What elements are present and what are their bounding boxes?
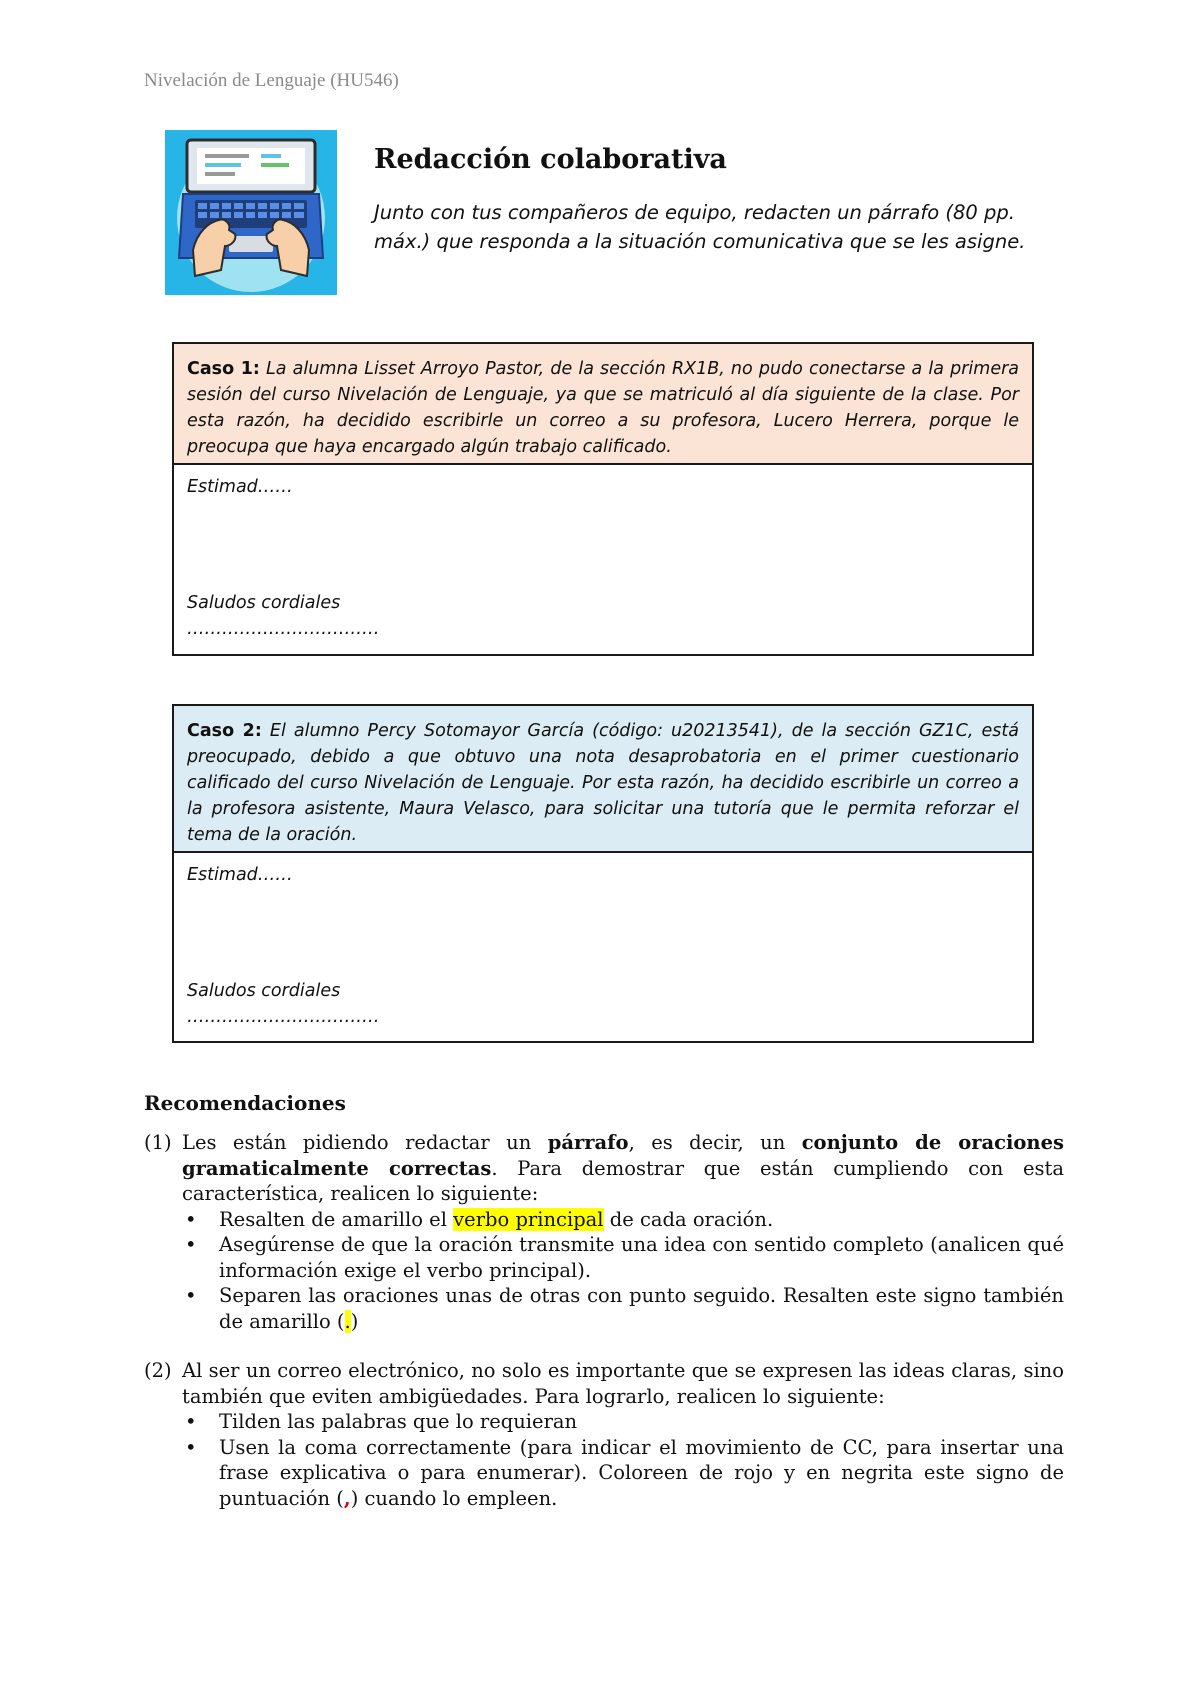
case-1-text: La alumna Lisset Arroyo Pastor, de la sección RX1B, no pudo conectarse a la primera sesión del curso Nivelación de Lenguaje, ya que se matriculó al día siguiente de la clase. Por esta razón, ha decidido escribirle un correo a su profesora, Lucero Herrera, porque le preocupa que haya encargado algún trabajo calificado. xyxy=(187,359,1020,457)
list-item: • Tilden las palabras que lo requieran xyxy=(185,1410,578,1433)
recommendation-1-bullets xyxy=(182,1207,1064,1335)
case-2-greeting: Estimad…… xyxy=(187,865,293,885)
case-2-label: Caso 2: xyxy=(187,721,262,741)
highlighted-verb: verbo principal xyxy=(453,1207,604,1231)
case-2-box xyxy=(172,704,1034,1043)
course-header: Nivelación de Lenguaje (HU546) xyxy=(144,70,399,91)
list-item: • Resalten de amarillo el verbo principal de cada oración. xyxy=(185,1207,774,1231)
recommendation-2-text: Al ser un correo electrónico, no solo es importante que se expresen las ideas claras, sino también que eviten ambigüedades. Para lograrlo, realicen lo siguiente: xyxy=(182,1359,1064,1408)
red-comma: , xyxy=(343,1486,351,1510)
recommendation-1 xyxy=(144,1130,1064,1334)
case-1-signature: …………………………… xyxy=(187,619,380,639)
case-2-closing: Saludos cordiales xyxy=(187,981,341,1001)
recommendation-1-text: Les están pidiendo redactar un párrafo, es decir, un conjunto de oraciones gramaticalmente correctas. Para demostrar que están cumpliendo con esta característica, realicen lo siguiente: xyxy=(182,1131,1064,1205)
case-2-description xyxy=(174,706,1032,853)
recommendation-2 xyxy=(144,1358,1064,1511)
list-item: • Asegúrense de que la oración transmite una idea con sentido completo (analicen qué información exige el verbo principal). xyxy=(185,1233,1064,1282)
case-2-text: El alumno Percy Sotomayor García (código: u20213541), de la sección GZ1C, está preocupado, debido a que obtuvo una nota desaprobatoria en el primer cuestionario calificado del curso Nivelación de Lenguaje. Por esta razón, ha decidido escribirle un correo a la profesora asistente, Maura Velasco, para solicitar una tutoría que le permita reforzar el tema de la oración. xyxy=(187,721,1019,845)
recommendation-2-number: (2) xyxy=(144,1359,172,1382)
case-1-greeting: Estimad…… xyxy=(187,477,293,497)
case-1-label: Caso 1: xyxy=(187,359,260,379)
case-1-closing: Saludos cordiales xyxy=(187,593,341,613)
page-title: Redacción colaborativa xyxy=(374,144,727,175)
case-2-signature: …………………………… xyxy=(187,1007,380,1027)
recommendation-1-number: (1) xyxy=(144,1131,172,1154)
case-1-description xyxy=(174,344,1032,465)
instructions-text: Junto con tus compañeros de equipo, redacten un párrafo (80 pp. máx.) que responda a la situación comunicativa que se les asigne. xyxy=(374,201,1026,253)
recommendations-title: Recomendaciones xyxy=(144,1091,346,1115)
list-item: • Usen la coma correctamente (para indicar el movimiento de CC, para insertar una frase explicativa o para enumerar). Coloreen de rojo y en negrita este signo de puntuación (,) cuando lo empleen. xyxy=(185,1435,1064,1510)
highlighted-period: . xyxy=(344,1309,351,1333)
case-1-box xyxy=(172,342,1034,656)
recommendation-2-bullets xyxy=(182,1409,1064,1511)
list-item: • Separen las oraciones unas de otras con punto seguido. Resalten este signo también de amarillo (.) xyxy=(185,1284,1064,1333)
laptop-typing-hands-icon xyxy=(165,130,337,295)
